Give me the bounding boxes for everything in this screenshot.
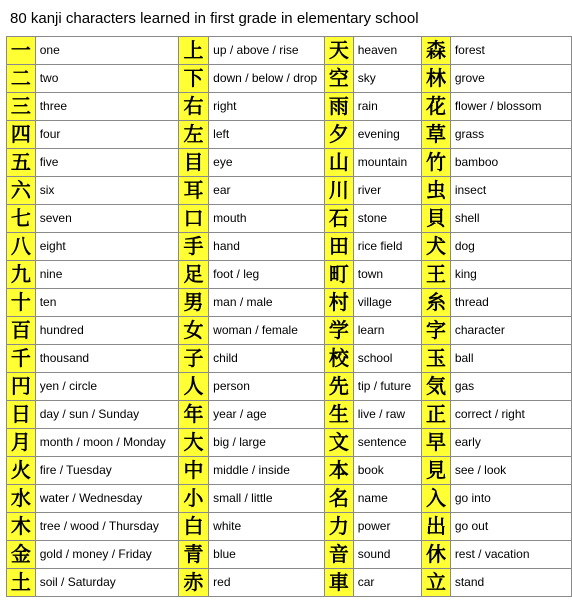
meaning-text: stone <box>357 211 388 225</box>
kanji-cell: 年 <box>178 401 208 429</box>
meaning-text: go out <box>454 519 489 533</box>
meaning-text: small / little <box>213 491 273 505</box>
meaning-text: fire / Tuesday <box>39 463 112 477</box>
meaning-text: gold / money / Friday <box>39 547 152 561</box>
meaning-text: eye <box>213 155 233 169</box>
meaning-text: left <box>213 127 230 141</box>
meaning-cell <box>35 93 178 121</box>
meaning-text: ear <box>213 183 231 197</box>
table-row <box>7 373 572 401</box>
meaning-text: early <box>454 435 481 449</box>
meaning-cell <box>450 429 571 457</box>
table-row <box>7 65 572 93</box>
meaning-cell <box>353 457 421 485</box>
meaning-cell <box>35 177 178 205</box>
table-row <box>7 37 572 65</box>
meaning-cell <box>35 205 178 233</box>
meaning-cell <box>450 289 571 317</box>
meaning-text: forest <box>454 43 485 57</box>
meaning-text: nine <box>39 267 63 281</box>
meaning-cell <box>35 429 178 457</box>
meaning-text: water / Wednesday <box>39 491 143 505</box>
meaning-text: village <box>357 295 392 309</box>
kanji-cell: 二 <box>7 65 36 93</box>
kanji-cell: 青 <box>178 541 208 569</box>
meaning-text: person <box>213 379 250 393</box>
kanji-cell: 大 <box>178 429 208 457</box>
meaning-cell <box>353 37 421 65</box>
kanji-cell: 文 <box>325 429 354 457</box>
meaning-cell <box>209 233 325 261</box>
meaning-cell <box>450 177 571 205</box>
meaning-cell <box>353 401 421 429</box>
meaning-text: shell <box>454 211 480 225</box>
meaning-cell <box>353 373 421 401</box>
kanji-cell: 七 <box>7 205 36 233</box>
meaning-cell <box>353 429 421 457</box>
meaning-cell <box>353 121 421 149</box>
table-row <box>7 401 572 429</box>
meaning-text: correct / right <box>454 407 525 421</box>
meaning-text: flower / blossom <box>454 99 542 113</box>
kanji-cell: 木 <box>7 513 36 541</box>
kanji-cell: 十 <box>7 289 36 317</box>
kanji-cell: 九 <box>7 261 36 289</box>
kanji-cell: 金 <box>7 541 36 569</box>
kanji-cell: 足 <box>178 261 208 289</box>
meaning-cell <box>450 261 571 289</box>
meaning-cell <box>209 457 325 485</box>
kanji-cell: 人 <box>178 373 208 401</box>
kanji-cell: 上 <box>178 37 208 65</box>
kanji-cell: 林 <box>422 65 451 93</box>
meaning-cell <box>450 93 571 121</box>
meaning-cell <box>209 429 325 457</box>
meaning-cell <box>353 149 421 177</box>
kanji-cell: 子 <box>178 345 208 373</box>
meaning-text: sky <box>357 71 376 85</box>
meaning-text: eight <box>39 239 66 253</box>
meaning-text: foot / leg <box>213 267 260 281</box>
meaning-cell <box>209 317 325 345</box>
meaning-cell <box>450 401 571 429</box>
kanji-cell: 口 <box>178 205 208 233</box>
meaning-text: yen / circle <box>39 379 98 393</box>
kanji-cell: 校 <box>325 345 354 373</box>
table-row <box>7 345 572 373</box>
meaning-cell <box>35 401 178 429</box>
kanji-cell: 目 <box>178 149 208 177</box>
kanji-cell: 円 <box>7 373 36 401</box>
meaning-text: mouth <box>213 211 247 225</box>
meaning-text: hundred <box>39 323 84 337</box>
meaning-cell <box>450 149 571 177</box>
table-row <box>7 457 572 485</box>
kanji-cell: 白 <box>178 513 208 541</box>
page-title: 80 kanji characters learned in first grade in elementary school <box>10 10 419 27</box>
table-row <box>7 121 572 149</box>
kanji-cell: 町 <box>325 261 354 289</box>
meaning-cell <box>209 289 325 317</box>
kanji-cell: 右 <box>178 93 208 121</box>
table-row <box>7 261 572 289</box>
meaning-cell <box>35 65 178 93</box>
kanji-cell: 正 <box>422 401 451 429</box>
kanji-cell: 天 <box>325 37 354 65</box>
meaning-cell <box>209 93 325 121</box>
meaning-cell <box>35 569 178 597</box>
kanji-cell: 空 <box>325 65 354 93</box>
meaning-text: heaven <box>357 43 398 57</box>
meaning-cell <box>209 373 325 401</box>
meaning-cell <box>35 317 178 345</box>
meaning-cell <box>450 569 571 597</box>
meaning-cell <box>209 205 325 233</box>
kanji-cell: 気 <box>422 373 451 401</box>
meaning-text: bamboo <box>454 155 499 169</box>
meaning-cell <box>35 541 178 569</box>
meaning-cell <box>35 513 178 541</box>
kanji-cell: 糸 <box>422 289 451 317</box>
table-row <box>7 233 572 261</box>
meaning-cell <box>35 37 178 65</box>
kanji-cell: 一 <box>7 37 36 65</box>
meaning-cell <box>35 485 178 513</box>
kanji-table <box>6 36 572 597</box>
meaning-cell <box>35 233 178 261</box>
meaning-text: middle / inside <box>213 463 290 477</box>
meaning-cell <box>450 345 571 373</box>
meaning-text: tip / future <box>357 379 412 393</box>
meaning-text: four <box>39 127 61 141</box>
meaning-text: go into <box>454 491 491 505</box>
meaning-text: live / raw <box>357 407 406 421</box>
meaning-text: blue <box>213 547 236 561</box>
meaning-text: rice field <box>357 239 403 253</box>
kanji-cell: 石 <box>325 205 354 233</box>
kanji-cell: 本 <box>325 457 354 485</box>
kanji-cell: 先 <box>325 373 354 401</box>
table-row <box>7 177 572 205</box>
kanji-cell: 名 <box>325 485 354 513</box>
kanji-cell: 小 <box>178 485 208 513</box>
meaning-cell <box>353 177 421 205</box>
meaning-cell <box>209 401 325 429</box>
kanji-cell: 女 <box>178 317 208 345</box>
meaning-text: month / moon / Monday <box>39 435 166 449</box>
meaning-cell <box>209 569 325 597</box>
kanji-cell: 森 <box>422 37 451 65</box>
meaning-text: king <box>454 267 477 281</box>
kanji-cell: 生 <box>325 401 354 429</box>
meaning-cell <box>209 261 325 289</box>
kanji-cell: 赤 <box>178 569 208 597</box>
meaning-cell <box>209 177 325 205</box>
kanji-cell: 王 <box>422 261 451 289</box>
table-row <box>7 93 572 121</box>
kanji-cell: 耳 <box>178 177 208 205</box>
meaning-text: thread <box>454 295 489 309</box>
kanji-cell: 村 <box>325 289 354 317</box>
kanji-cell: 字 <box>422 317 451 345</box>
meaning-text: river <box>357 183 382 197</box>
meaning-cell <box>353 513 421 541</box>
meaning-cell <box>353 345 421 373</box>
table-row <box>7 289 572 317</box>
meaning-cell <box>35 149 178 177</box>
meaning-text: see / look <box>454 463 507 477</box>
meaning-cell <box>35 457 178 485</box>
meaning-text: book <box>357 463 384 477</box>
meaning-text: ball <box>454 351 474 365</box>
kanji-cell: 犬 <box>422 233 451 261</box>
meaning-cell <box>209 37 325 65</box>
meaning-cell <box>209 345 325 373</box>
kanji-cell: 休 <box>422 541 451 569</box>
meaning-text: rest / vacation <box>454 547 530 561</box>
table-row <box>7 569 572 597</box>
meaning-text: ten <box>39 295 57 309</box>
meaning-cell <box>353 569 421 597</box>
meaning-text: dog <box>454 239 475 253</box>
meaning-cell <box>353 485 421 513</box>
meaning-text: three <box>39 99 68 113</box>
meaning-cell <box>353 93 421 121</box>
kanji-cell: 雨 <box>325 93 354 121</box>
kanji-cell: 貝 <box>422 205 451 233</box>
table-row <box>7 513 572 541</box>
meaning-cell <box>209 149 325 177</box>
kanji-cell: 下 <box>178 65 208 93</box>
meaning-cell <box>450 373 571 401</box>
meaning-text: mountain <box>357 155 408 169</box>
meaning-text: tree / wood / Thursday <box>39 519 159 533</box>
kanji-cell: 八 <box>7 233 36 261</box>
meaning-cell <box>353 65 421 93</box>
kanji-cell: 四 <box>7 121 36 149</box>
meaning-text: learn <box>357 323 385 337</box>
meaning-cell <box>209 513 325 541</box>
kanji-cell: 川 <box>325 177 354 205</box>
meaning-text: evening <box>357 127 400 141</box>
meaning-text: one <box>39 43 60 57</box>
meaning-text: big / large <box>213 435 266 449</box>
meaning-cell <box>35 121 178 149</box>
meaning-text: man / male <box>213 295 273 309</box>
kanji-cell: 火 <box>7 457 36 485</box>
table-row <box>7 317 572 345</box>
meaning-text: day / sun / Sunday <box>39 407 140 421</box>
meaning-text: stand <box>454 575 485 589</box>
meaning-cell <box>450 513 571 541</box>
meaning-text: white <box>213 519 242 533</box>
meaning-text: sound <box>357 547 391 561</box>
meaning-text: right <box>213 99 237 113</box>
meaning-cell <box>450 233 571 261</box>
meaning-text: hand <box>213 239 240 253</box>
table-row <box>7 485 572 513</box>
kanji-cell: 日 <box>7 401 36 429</box>
meaning-text: five <box>39 155 59 169</box>
meaning-text: up / above / rise <box>213 43 299 57</box>
meaning-cell <box>35 345 178 373</box>
meaning-text: name <box>357 491 388 505</box>
meaning-text: school <box>357 351 393 365</box>
meaning-cell <box>450 541 571 569</box>
meaning-text: grove <box>454 71 485 85</box>
kanji-cell: 力 <box>325 513 354 541</box>
kanji-cell: 千 <box>7 345 36 373</box>
meaning-text: thousand <box>39 351 90 365</box>
kanji-cell: 男 <box>178 289 208 317</box>
meaning-cell <box>450 121 571 149</box>
kanji-cell: 草 <box>422 121 451 149</box>
meaning-text: sentence <box>357 435 407 449</box>
meaning-cell <box>450 317 571 345</box>
kanji-cell: 出 <box>422 513 451 541</box>
kanji-cell: 立 <box>422 569 451 597</box>
meaning-cell <box>450 65 571 93</box>
kanji-table-body <box>7 37 572 597</box>
meaning-text: six <box>39 183 55 197</box>
kanji-cell: 入 <box>422 485 451 513</box>
kanji-cell: 見 <box>422 457 451 485</box>
meaning-cell <box>450 37 571 65</box>
meaning-text: red <box>213 575 231 589</box>
kanji-cell: 学 <box>325 317 354 345</box>
kanji-cell: 田 <box>325 233 354 261</box>
kanji-cell: 山 <box>325 149 354 177</box>
meaning-cell <box>353 317 421 345</box>
kanji-cell: 五 <box>7 149 36 177</box>
meaning-cell <box>209 541 325 569</box>
meaning-cell <box>450 205 571 233</box>
meaning-cell <box>450 457 571 485</box>
meaning-text: woman / female <box>213 323 298 337</box>
meaning-text: insect <box>454 183 487 197</box>
meaning-text: grass <box>454 127 485 141</box>
kanji-cell: 音 <box>325 541 354 569</box>
meaning-cell <box>35 373 178 401</box>
meaning-cell <box>353 205 421 233</box>
kanji-cell: 玉 <box>422 345 451 373</box>
meaning-text: two <box>39 71 59 85</box>
meaning-text: rain <box>357 99 378 113</box>
table-row <box>7 429 572 457</box>
kanji-cell: 夕 <box>325 121 354 149</box>
meaning-cell <box>35 261 178 289</box>
kanji-cell: 百 <box>7 317 36 345</box>
kanji-cell: 車 <box>325 569 354 597</box>
table-row <box>7 541 572 569</box>
meaning-cell <box>353 261 421 289</box>
meaning-cell <box>353 541 421 569</box>
kanji-cell: 三 <box>7 93 36 121</box>
meaning-text: character <box>454 323 505 337</box>
meaning-text: year / age <box>213 407 267 421</box>
meaning-cell <box>209 485 325 513</box>
kanji-cell: 竹 <box>422 149 451 177</box>
kanji-cell: 虫 <box>422 177 451 205</box>
kanji-cell: 水 <box>7 485 36 513</box>
meaning-text: car <box>357 575 375 589</box>
meaning-text: seven <box>39 211 72 225</box>
kanji-cell: 花 <box>422 93 451 121</box>
kanji-cell: 月 <box>7 429 36 457</box>
meaning-cell <box>353 233 421 261</box>
meaning-text: power <box>357 519 391 533</box>
kanji-cell: 中 <box>178 457 208 485</box>
meaning-cell <box>353 289 421 317</box>
meaning-text: gas <box>454 379 475 393</box>
meaning-cell <box>209 121 325 149</box>
meaning-text: down / below / drop <box>213 71 318 85</box>
table-row <box>7 205 572 233</box>
meaning-cell <box>209 65 325 93</box>
kanji-cell: 六 <box>7 177 36 205</box>
kanji-cell: 手 <box>178 233 208 261</box>
table-row <box>7 149 572 177</box>
meaning-text: town <box>357 267 384 281</box>
meaning-cell <box>35 289 178 317</box>
kanji-cell: 早 <box>422 429 451 457</box>
meaning-text: soil / Saturday <box>39 575 116 589</box>
kanji-cell: 土 <box>7 569 36 597</box>
kanji-cell: 左 <box>178 121 208 149</box>
meaning-text: child <box>213 351 238 365</box>
meaning-cell <box>450 485 571 513</box>
